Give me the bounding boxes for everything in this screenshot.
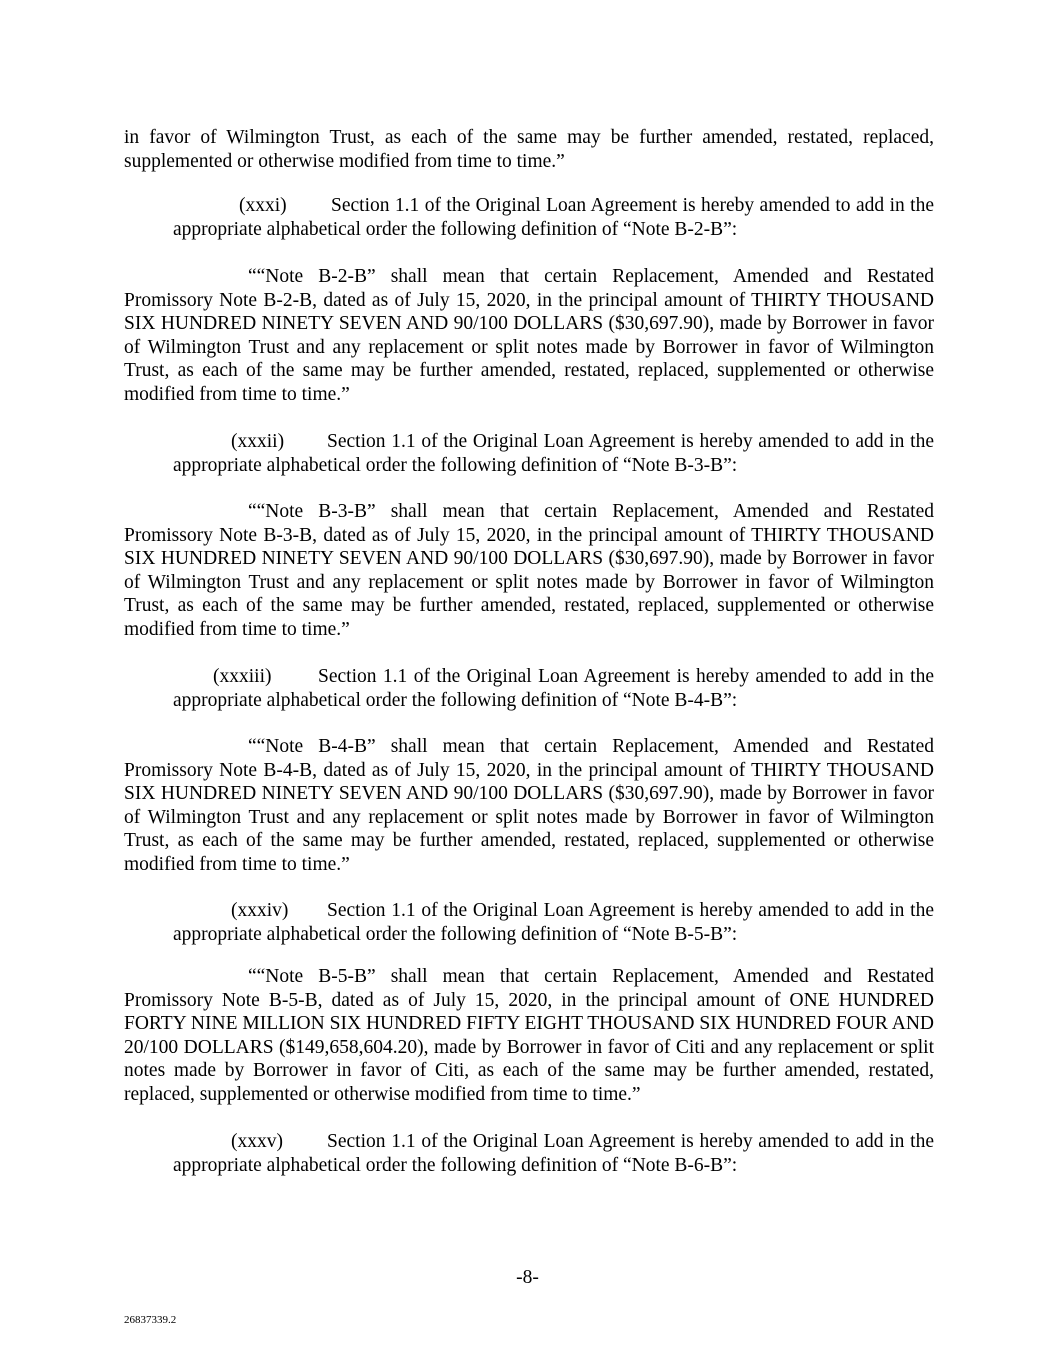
definition-paragraph: ““Note B-4-B” shall mean that certain Replacement, Amended and Restated Promissory Note B-4-B, dated as of July 15, 2020, in the principal amount of THIRTY THOUSAND SIX HUNDRED NINETY SEVEN AND 90/100 DOLLARS ($30,697.90), made by Borrower in favor of Wilmington Trust and any replacement or split notes made by Borrower in favor of Wilmington Trust, as each of the same may be further amended, restated, replaced, supplemented or otherwise modified from time to time.” [124,736,934,875]
section-heading [173,1130,934,1177]
continuation-paragraph: in favor of Wilmington Trust, as each of the same may be further amended, restated, replaced, supplemented or otherwise modified from time to time.” [124,127,934,172]
section-item [173,194,934,241]
section-numeral: (xxxiv) [231,900,289,921]
section-heading-text: Section 1.1 of the Original Loan Agreement is hereby amended to add in the appropriate alphabetical order the following definition of “Note B-5-B”: [173,900,934,945]
section-item [173,665,934,712]
definition-paragraph: ““Note B-2-B” shall mean that certain Replacement, Amended and Restated Promissory Note B-2-B, dated as of July 15, 2020, in the principal amount of THIRTY THOUSAND SIX HUNDRED NINETY SEVEN AND 90/100 DOLLARS ($30,697.90), made by Borrower in favor of Wilmington Trust and any replacement or split notes made by Borrower in favor of Wilmington Trust, as each of the same may be further amended, restated, replaced, supplemented or otherwise modified from time to time.” [124,266,934,405]
section-numeral: (xxxv) [231,1131,283,1152]
section-item [173,1130,934,1177]
section-heading-text: Section 1.1 of the Original Loan Agreement is hereby amended to add in the appropriate alphabetical order the following definition of “Note B-4-B”: [173,666,934,711]
section-heading-text: Section 1.1 of the Original Loan Agreement is hereby amended to add in the appropriate alphabetical order the following definition of “Note B-6-B”: [173,1131,934,1176]
section-item [173,899,934,946]
section-heading [173,430,934,477]
section-heading-text: Section 1.1 of the Original Loan Agreement is hereby amended to add in the appropriate alphabetical order the following definition of “Note B-3-B”: [173,431,934,476]
definition-paragraph: ““Note B-5-B” shall mean that certain Replacement, Amended and Restated Promissory Note B-5-B, dated as of July 15, 2020, in the principal amount of ONE HUNDRED FORTY NINE MILLION SIX HUNDRED FIFTY EIGHT THOUSAND SIX HUNDRED FOUR AND 20/100 DOLLARS ($149,658,604.20), made by Borrower in favor of Citi and any replacement or split notes made by Borrower in favor of Citi, as each of the same may be further amended, restated, replaced, supplemented or otherwise modified from time to time.” [124,966,934,1105]
definition-paragraph: ““Note B-3-B” shall mean that certain Replacement, Amended and Restated Promissory Note B-3-B, dated as of July 15, 2020, in the principal amount of THIRTY THOUSAND SIX HUNDRED NINETY SEVEN AND 90/100 DOLLARS ($30,697.90), made by Borrower in favor of Wilmington Trust and any replacement or split notes made by Borrower in favor of Wilmington Trust, as each of the same may be further amended, restated, replaced, supplemented or otherwise modified from time to time.” [124,501,934,640]
section-heading [173,665,934,712]
section-numeral: (xxxi) [239,195,287,216]
section-numeral: (xxxii) [231,431,285,452]
section-numeral: (xxxiii) [213,666,272,687]
section-heading [173,194,934,241]
document-id: 26837339.2 [124,1314,177,1326]
section-item [173,430,934,477]
page-number: -8- [516,1267,539,1288]
section-heading-text: Section 1.1 of the Original Loan Agreement is hereby amended to add in the appropriate alphabetical order the following definition of “Note B-2-B”: [173,195,934,240]
section-heading [173,899,934,946]
